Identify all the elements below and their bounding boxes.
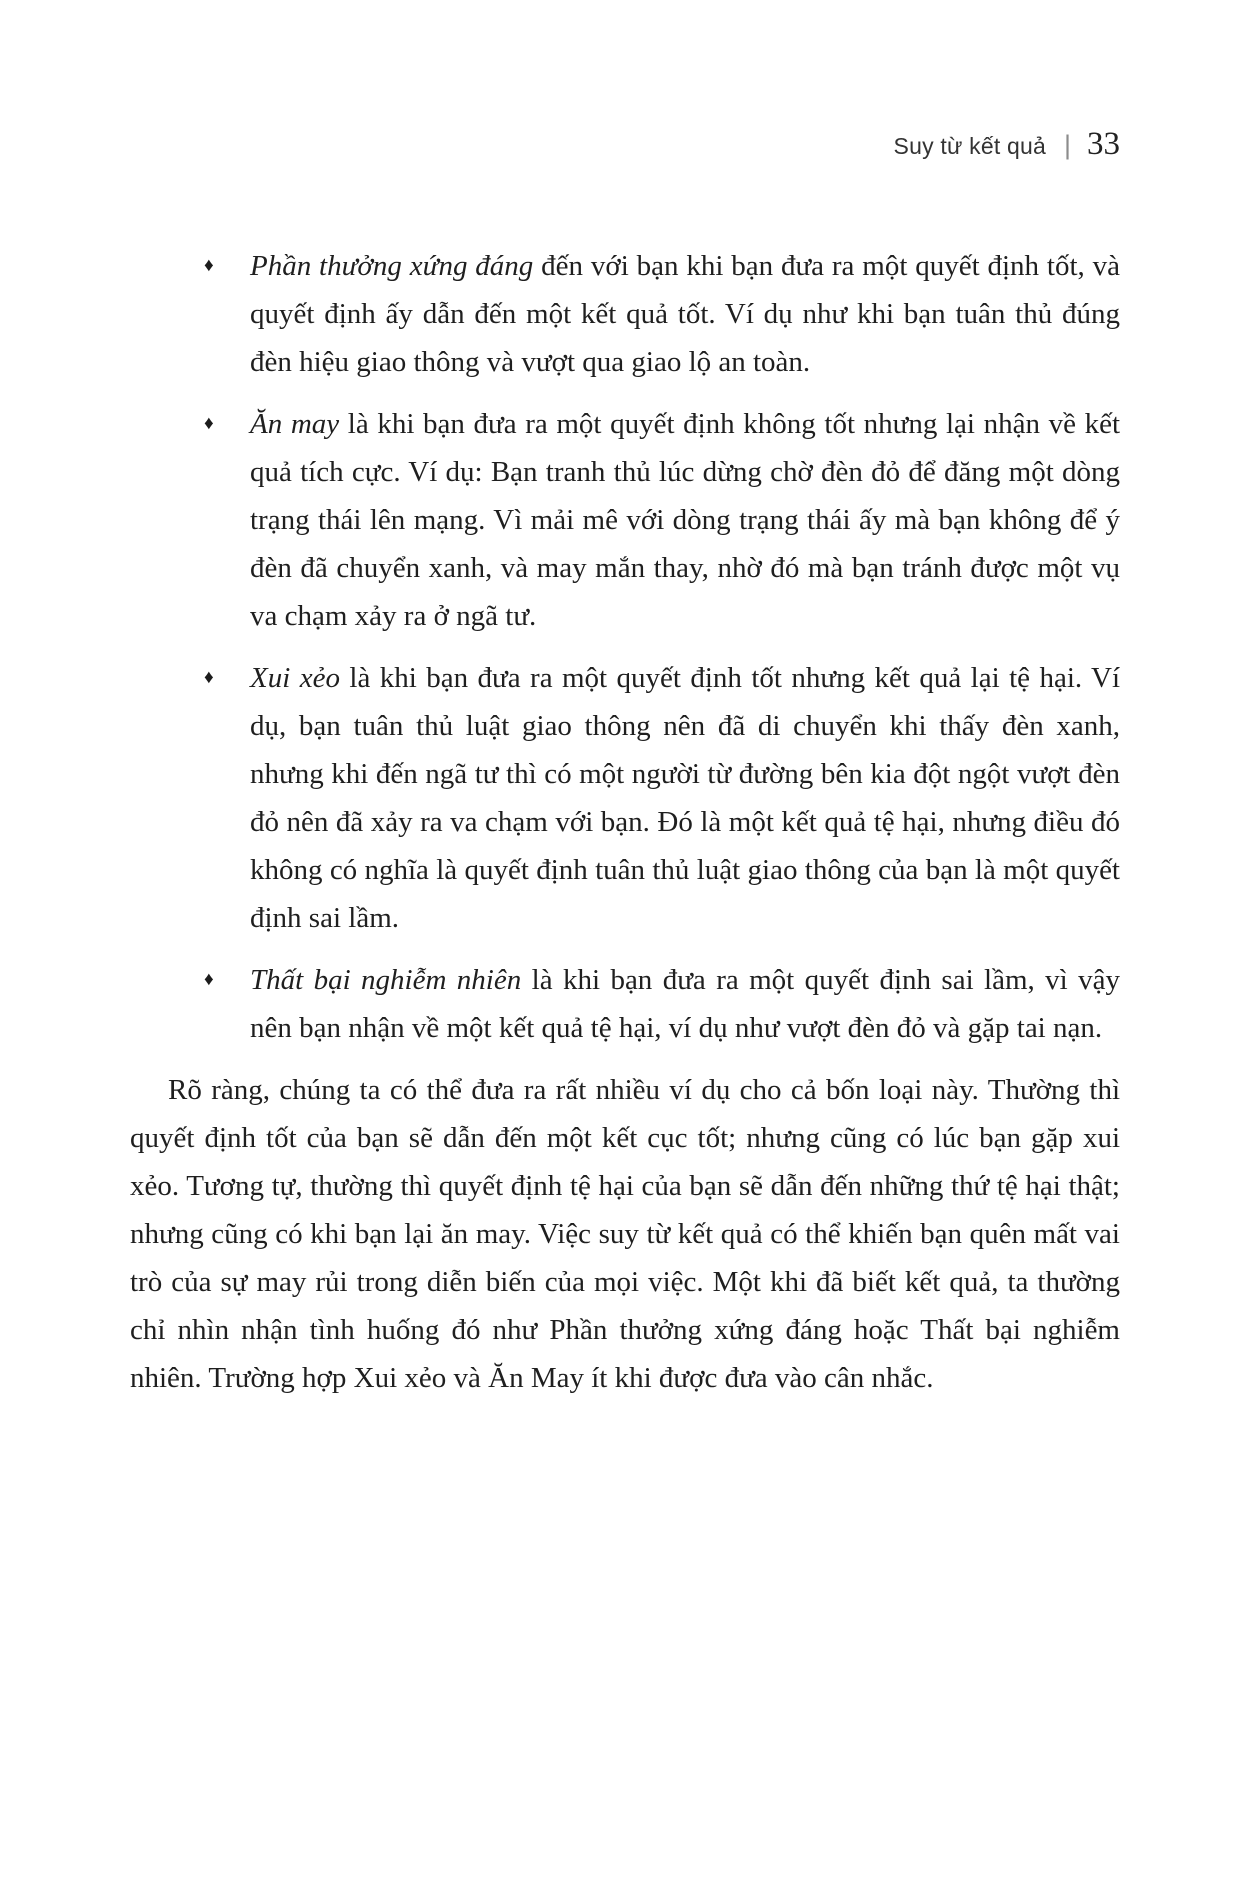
list-item-lead-term: Phần thưởng xứng đáng [250,250,534,282]
list-item-lead-term: Ăn may [250,408,340,440]
diamond-bullet-icon: ♦ [204,413,214,434]
bullet-list [130,242,1120,1052]
diamond-bullet-icon: ♦ [204,969,214,990]
list-item-lead-term: Xui xẻo [250,662,340,694]
list-item-text: đến với bạn khi bạn đưa ra một quyết định tốt, và quyết định ấy dẫn đến một kết quả tốt. Ví dụ như khi bạn tuân thủ đúng đèn hiệu giao thông và vượt qua giao lộ an toàn. [250,250,1120,378]
header-separator-bar: | [1063,130,1071,160]
diamond-bullet-icon: ♦ [204,255,214,276]
list-item-text: là khi bạn đưa ra một quyết định không tốt nhưng lại nhận về kết quả tích cực. Ví dụ: Bạn tranh thủ lúc dừng chờ đèn đỏ để đăng một dòng trạng thái lên mạng. Vì mải mê với dòng trạng thái ấy mà bạn không để ý đèn đã chuyển xanh, và may mắn thay, nhờ đó mà bạn tránh được một vụ va chạm xảy ra ở ngã tư. [250,408,1121,632]
list-item [130,956,1120,1052]
list-item [130,242,1120,386]
list-item-text: là khi bạn đưa ra một quyết định sai lầm, vì vậy nên bạn nhận về một kết quả tệ hại, ví dụ như vượt đèn đỏ và gặp tai nạn. [250,964,1120,1044]
running-header [130,126,1120,170]
running-header-section-title: Suy từ kết quả [893,133,1046,159]
closing-paragraph: Rõ ràng, chúng ta có thể đưa ra rất nhiều ví dụ cho cả bốn loại này. Thường thì quyết định tốt của bạn sẽ dẫn đến một kết cục tốt; nhưng cũng có lúc bạn gặp xui xẻo. Tương tự, thường thì quyết định tệ hại của bạn sẽ dẫn đến những thứ tệ hại thật; nhưng cũng có khi bạn lại ăn may. Việc suy từ kết quả có thể khiến bạn quên mất vai trò của sự may rủi trong diễn biến của mọi việc. Một khi đã biết kết quả, ta thường chỉ nhìn nhận tình huống đó như Phần thưởng xứng đáng hoặc Thất bại nghiễm nhiên. Trường hợp Xui xẻo và Ăn May ít khi được đưa vào cân nhắc. [130,1074,1120,1394]
list-item-text: là khi bạn đưa ra một quyết định tốt nhưng kết quả lại tệ hại. Ví dụ, bạn tuân thủ luật giao thông nên đã di chuyển khi thấy đèn xanh, nhưng khi đến ngã tư thì có một người từ đường bên kia đột ngột vượt đèn đỏ nên đã xảy ra va chạm với bạn. Đó là một kết quả tệ hại, nhưng điều đó không có nghĩa là quyết định tuân thủ luật giao thông của bạn là một quyết định sai lầm. [250,662,1121,934]
list-item [130,654,1120,942]
list-item-lead-term: Thất bại nghiễm nhiên [250,964,522,996]
page-number: 33 [1087,126,1120,162]
list-item [130,400,1120,640]
diamond-bullet-icon: ♦ [204,667,214,688]
